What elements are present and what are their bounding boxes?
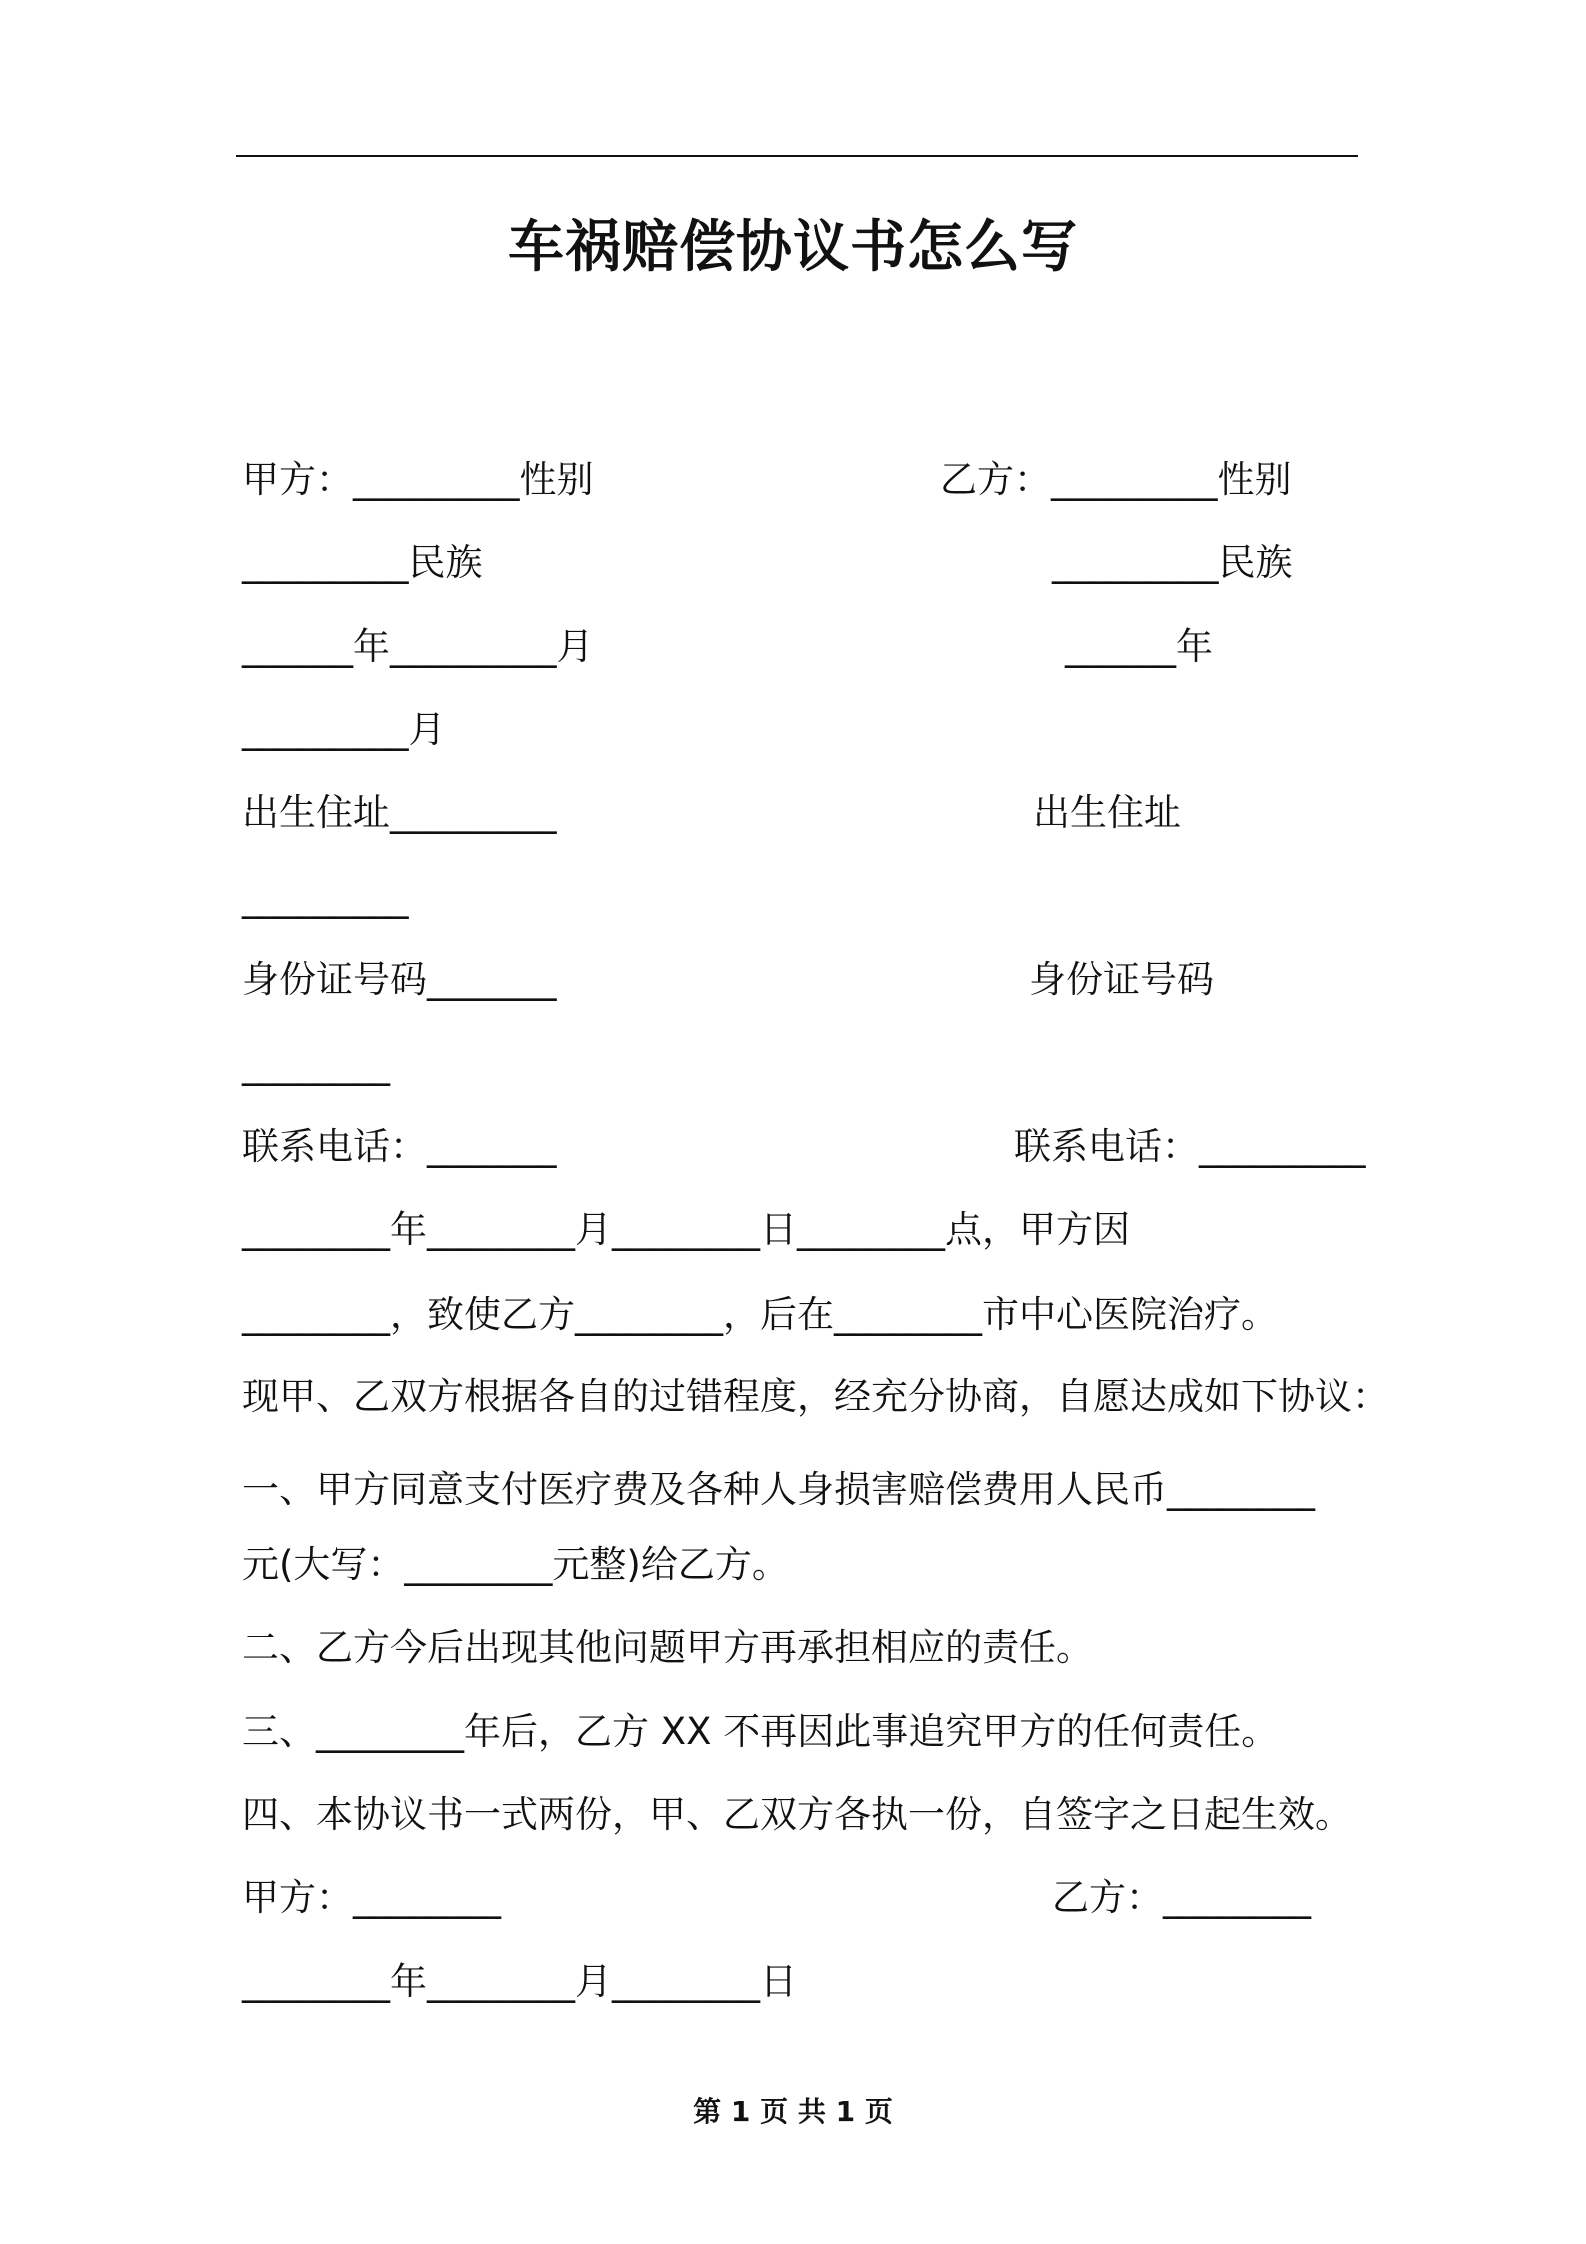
party-a-id-number-blank: ________ — [242, 1043, 390, 1086]
signature-party-b: 乙方：________ — [1052, 1876, 1311, 1919]
incident-result-line: ________，致使乙方________，后在________市中心医院治疗。 — [242, 1293, 1278, 1336]
party-b-address: 出生住址 — [1033, 791, 1181, 834]
header-rule — [236, 155, 1358, 157]
signature-date: ________年________月________日 — [242, 1960, 797, 2003]
party-a-id-number: 身份证号码_______ — [242, 958, 557, 1001]
party-a-address-blank: _________ — [242, 876, 409, 919]
party-a-birth-year-month: ______年_________月 — [242, 625, 594, 668]
incident-date-line: ________年________月________日________点，甲方因 — [242, 1208, 1130, 1251]
clause-1: 一、甲方同意支付医疗费及各种人身损害赔偿费用人民币________ — [242, 1468, 1315, 1511]
clause-1-continued: 元(大写：________元整)给乙方。 — [242, 1543, 789, 1586]
document-title: 车祸赔偿协议书怎么写 — [508, 215, 1078, 280]
party-b-ethnicity: _________民族 — [1052, 541, 1293, 584]
page-number: 第 1 页 共 1 页 — [693, 2095, 893, 2128]
party-a-address: 出生住址_________ — [242, 791, 557, 834]
agreement-intro: 现甲、乙双方根据各自的过错程度，经充分协商，自愿达成如下协议： — [242, 1375, 1389, 1418]
party-a-name-gender: 甲方：_________性别 — [242, 458, 594, 501]
clause-2: 二、乙方今后出现其他问题甲方再承担相应的责任。 — [242, 1626, 1093, 1669]
party-b-phone: 联系电话：_________ — [1014, 1125, 1366, 1168]
party-b-birth-year: ______年 — [1065, 625, 1213, 668]
clause-3: 三、________年后，乙方 XX 不再因此事追究甲方的任何责任。 — [242, 1710, 1279, 1753]
clause-4: 四、本协议书一式两份，甲、乙双方各执一份，自签字之日起生效。 — [242, 1793, 1352, 1836]
party-a-birth-month: _________月 — [242, 708, 446, 751]
party-b-id-number: 身份证号码 — [1029, 958, 1214, 1001]
signature-party-a: 甲方：________ — [242, 1876, 501, 1919]
party-a-phone: 联系电话：_______ — [242, 1125, 557, 1168]
party-b-name-gender: 乙方：_________性别 — [940, 458, 1292, 501]
party-a-ethnicity: _________民族 — [242, 541, 483, 584]
